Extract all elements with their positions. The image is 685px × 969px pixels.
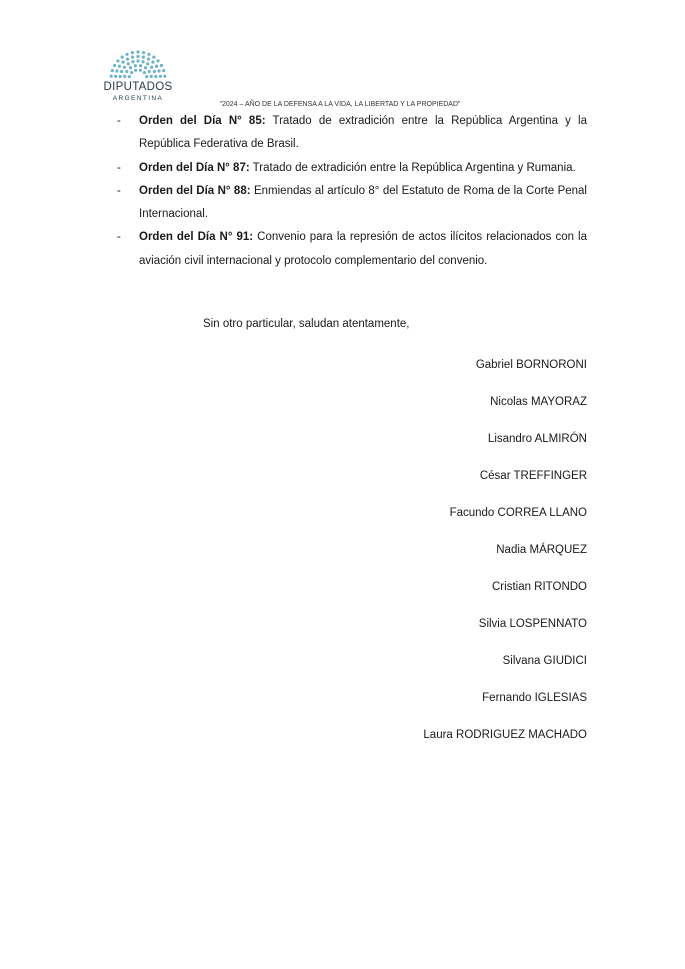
signatory-name: Laura RODRIGUEZ MACHADO [423, 729, 587, 741]
signatures-list [423, 355, 587, 762]
signatory-name: Nadia MÁRQUEZ [496, 544, 587, 556]
emblem-seat [146, 62, 149, 65]
emblem-seat [139, 69, 142, 72]
signatory-name: Facundo CORREA LLANO [449, 507, 587, 519]
emblem-seat [123, 66, 126, 69]
order-text: Convenio para la represión de actos ilícitos relacionados con la aviación civil internacional y protocolo complementario del convenio. [139, 231, 587, 267]
signatory-name: Cristian RITONDO [492, 581, 587, 593]
emblem-seat [136, 50, 139, 53]
emblem-seat [127, 62, 130, 65]
emblem-seat [147, 53, 150, 56]
emblem-seat [143, 71, 146, 74]
emblem-seat [111, 69, 114, 72]
emblem-seat [155, 65, 158, 68]
order-label: Orden del Día N° 85: [139, 115, 266, 127]
emblem-seat [128, 75, 131, 78]
signatory-name: Nicolas MAYORAZ [490, 396, 587, 408]
emblem-seat [134, 64, 137, 67]
emblem-seat [131, 60, 134, 63]
emblem-seat [130, 71, 133, 74]
emblem-seat [126, 57, 129, 60]
emblem-seat [142, 56, 145, 59]
signatory-name: César TREFFINGER [479, 470, 587, 482]
order-item [117, 110, 587, 157]
emblem-seat [147, 57, 150, 60]
emblem-seat [118, 65, 121, 68]
order-item [117, 226, 587, 273]
emblem-seat [136, 59, 139, 62]
emblem-seat [129, 66, 132, 69]
emblem-seat [152, 56, 155, 59]
emblem-seat [125, 53, 128, 56]
signatory-name: Silvana GIUDICI [502, 655, 587, 667]
logo-country: ARGENTINA [112, 95, 164, 102]
emblem-seat [157, 69, 160, 72]
emblem-seat [163, 75, 166, 78]
emblem-seat [113, 64, 116, 67]
emblem-seat [144, 66, 147, 69]
emblem-seat [148, 70, 151, 73]
emblem-seat [110, 75, 113, 78]
emblem-seat [153, 70, 156, 73]
emblem-seat [145, 75, 148, 78]
chamber-emblem-icon [108, 50, 168, 80]
order-text: Enmiendas al artículo 8° del Estatuto de Roma de la Corte Penal Internacional. [139, 184, 587, 221]
signatory-name: Lisandro ALMIRÓN [487, 433, 587, 445]
emblem-seat [134, 69, 137, 72]
emblem-seat [116, 59, 119, 62]
order-label: Orden del Día N° 87: [139, 161, 250, 174]
year-motto: “2024 – AÑO DE LA DEFENSA A LA VIDA, LA LIBERTAD Y LA PROPIEDAD” [219, 101, 461, 108]
diputados-logo [100, 50, 176, 106]
emblem-seat [150, 75, 153, 78]
emblem-seat [160, 64, 163, 67]
emblem-seat [136, 55, 139, 58]
order-label: Orden del Día N° 91: [139, 231, 254, 244]
emblem-seat [150, 66, 153, 69]
emblem-seat [115, 69, 118, 72]
list-bullet: - [117, 231, 121, 244]
emblem-seat [125, 70, 128, 73]
signatory-name: Silvia LOSPENNATO [478, 618, 587, 630]
emblem-seat [121, 61, 124, 64]
emblem-seat [123, 75, 126, 78]
logo-name: DIPUTADOS [103, 81, 173, 93]
list-bullet: - [117, 184, 121, 197]
signatory-name: Gabriel BORNORONI [475, 359, 587, 371]
signatory-name: Fernando IGLESIAS [482, 692, 587, 704]
emblem-seat [154, 75, 157, 78]
emblem-seat [131, 56, 134, 59]
order-text: Tratado de extradición entre la República Argentina y la República Federativa de Brasil. [139, 115, 587, 151]
emblem-seat [119, 75, 122, 78]
emblem-seat [120, 70, 123, 73]
list-bullet: - [117, 161, 121, 174]
list-bullet: - [117, 115, 121, 127]
emblem-seat [131, 51, 134, 54]
order-text: Tratado de extradición entre la República Argentina y Rumania. [249, 161, 576, 174]
order-label: Orden del Día N° 88: [139, 184, 251, 197]
emblem-seat [159, 75, 162, 78]
emblem-seat [114, 75, 117, 78]
order-item [117, 180, 587, 227]
orders-list [117, 110, 587, 273]
emblem-seat [156, 59, 159, 62]
emblem-seat [151, 61, 154, 64]
emblem-seat [139, 64, 142, 67]
emblem-seat [121, 56, 124, 59]
emblem-seat [142, 51, 145, 54]
emblem-seat [162, 69, 165, 72]
closing-line: Sin otro particular, saludan atentamente, [203, 318, 410, 330]
order-item [117, 157, 587, 180]
emblem-seat [141, 60, 144, 63]
